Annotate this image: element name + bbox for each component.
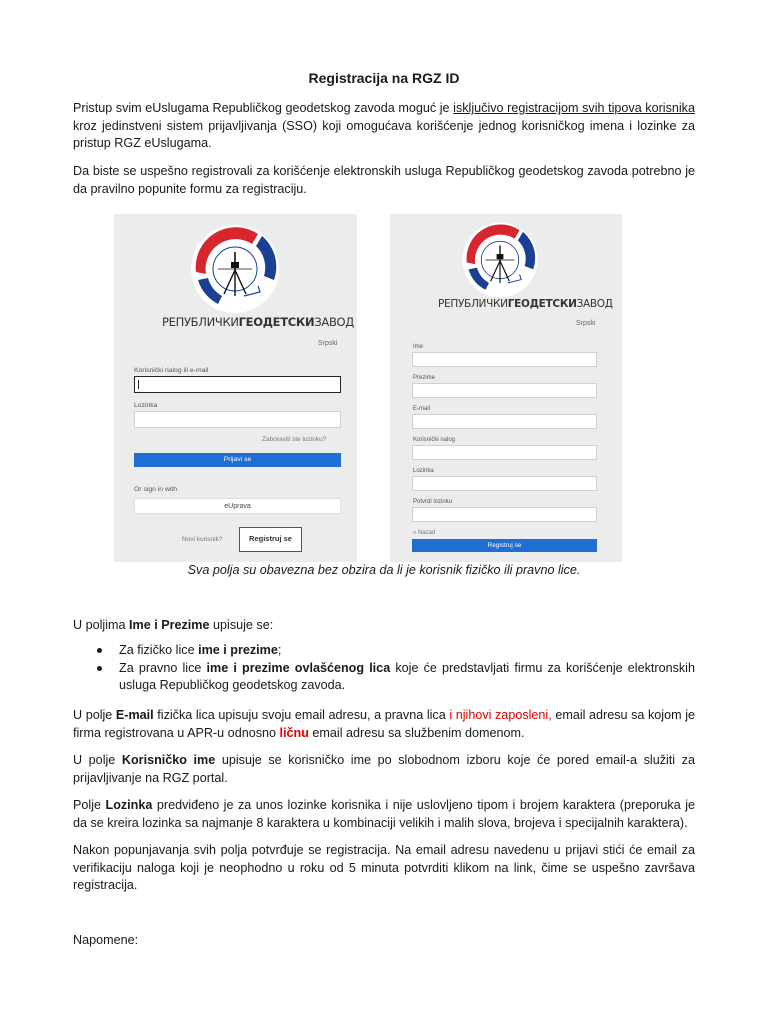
intro-underlined-text: isključivo registracijom svih tipova korisnika xyxy=(453,101,695,115)
email-label: E-mail xyxy=(413,406,431,412)
first-name-label: Ime xyxy=(413,344,424,350)
rgz-logo-icon xyxy=(188,222,282,316)
username-label: Korisnički nalog ili e-mail xyxy=(134,367,209,374)
back-link[interactable]: « Nazad xyxy=(413,530,436,536)
login-button[interactable]: Prijavi se xyxy=(134,453,341,467)
rgz-logo-icon xyxy=(460,220,540,300)
password-input[interactable] xyxy=(412,476,597,491)
register-screenshot xyxy=(390,214,622,562)
org-name: РЕПУБЛИЧКИГЕОДЕТСКИЗАВОД xyxy=(162,315,354,329)
password-input[interactable] xyxy=(134,411,341,428)
language-selector[interactable]: Srpski xyxy=(576,320,596,327)
intro-paragraph xyxy=(73,100,695,153)
email-field-paragraph: U polje E-mail fizička lica upisuju svoju email adresu, a pravna lica i njihovi zaposleni, email adresu sa kojom je firma registrovana u APR-u odnosno ličnu email adresu sa službenim domenom. xyxy=(73,708,695,740)
language-selector[interactable]: Srpski xyxy=(318,340,338,347)
login-screenshot xyxy=(114,214,357,562)
notes-heading: Napomene: xyxy=(73,933,139,947)
new-user-label: Novi korisnik? xyxy=(182,536,223,543)
last-name-input[interactable] xyxy=(412,383,597,398)
forgot-password-link[interactable]: Zaboravili ste lozinku? xyxy=(262,436,327,443)
last-name-label: Prezime xyxy=(413,375,436,381)
intro-text: Pristup svim eUslugama Republičkog geodetskog zavoda moguć je xyxy=(73,101,454,115)
password-label: Lozinka xyxy=(413,468,434,474)
org-name: РЕПУБЛИЧКИГЕОДЕТСКИЗАВОД xyxy=(438,298,613,310)
register-link-highlighted[interactable]: Registruj se xyxy=(239,527,302,552)
register-button[interactable]: Registruj se xyxy=(412,539,597,552)
confirm-password-label: Potvrdi lozinku xyxy=(413,499,453,505)
password-label: Lozinka xyxy=(134,402,158,409)
name-fields-list xyxy=(73,642,695,695)
or-sign-in-label: Or sign in with xyxy=(134,486,178,493)
username-field-paragraph: U polje Korisničko ime upisuje se korisničko ime po slobodnom izboru koje će pored email-a služiti za prijavljivanje na RGZ portal. xyxy=(73,753,695,785)
list-item: Za pravno lice ime i prezime ovlašćenog lica koje će predstavljati firmu za korišćenje elektronskih usluga Republičkog geodetskog zavoda. xyxy=(73,660,695,695)
confirmation-paragraph: Nakon popunjavanja svih polja potvrđuje se registracija. Na email adresu navedenu u prijavi stići će email za verifikaciju naloga koji je neophodno u roku od 5 minuta potvrditi klikom na link, čime se uspešno završava registracija. xyxy=(73,843,695,892)
confirm-password-input[interactable] xyxy=(412,507,597,522)
email-input[interactable] xyxy=(412,414,597,429)
username-input[interactable] xyxy=(412,445,597,460)
username-label: Korisnički nalog xyxy=(413,437,456,443)
euprava-button[interactable]: eUprava xyxy=(134,498,341,514)
intro-text-end: kroz jedinstveni sistem prijavljivanja (SSO) koji omogućava korišćenje jednog korisničkog imena i lozinke za pristup RGZ eUslugama. xyxy=(73,118,695,150)
first-name-input[interactable] xyxy=(412,352,597,367)
text-cursor xyxy=(138,380,139,389)
password-field-paragraph: Polje Lozinka predviđeno je za unos lozinke korisnika i nije uslovljeno tipom i brojem karaktera (preporuka je da se kreira lozinka sa najmanje 8 karaktera u kombinaciji velikih i malih slova, brojeva i specijalnih karaktera). xyxy=(73,798,695,830)
screenshot-caption: Sva polja su obavezna bez obzira da li je korisnik fizičko ili pravno lice. xyxy=(187,563,581,577)
page-title: Registracija na RGZ ID xyxy=(308,70,460,86)
username-input[interactable] xyxy=(134,376,341,393)
list-item: Za fizičko lice ime i prezime; xyxy=(73,642,695,660)
name-fields-paragraph: U poljima Ime i Prezime upisuje se: xyxy=(73,618,274,632)
registration-paragraph: Da biste se uspešno registrovali za korišćenje elektronskih usluga Republičkog geodetskog zavoda potrebno je da pravilno popunite formu za registraciju. xyxy=(73,164,695,196)
